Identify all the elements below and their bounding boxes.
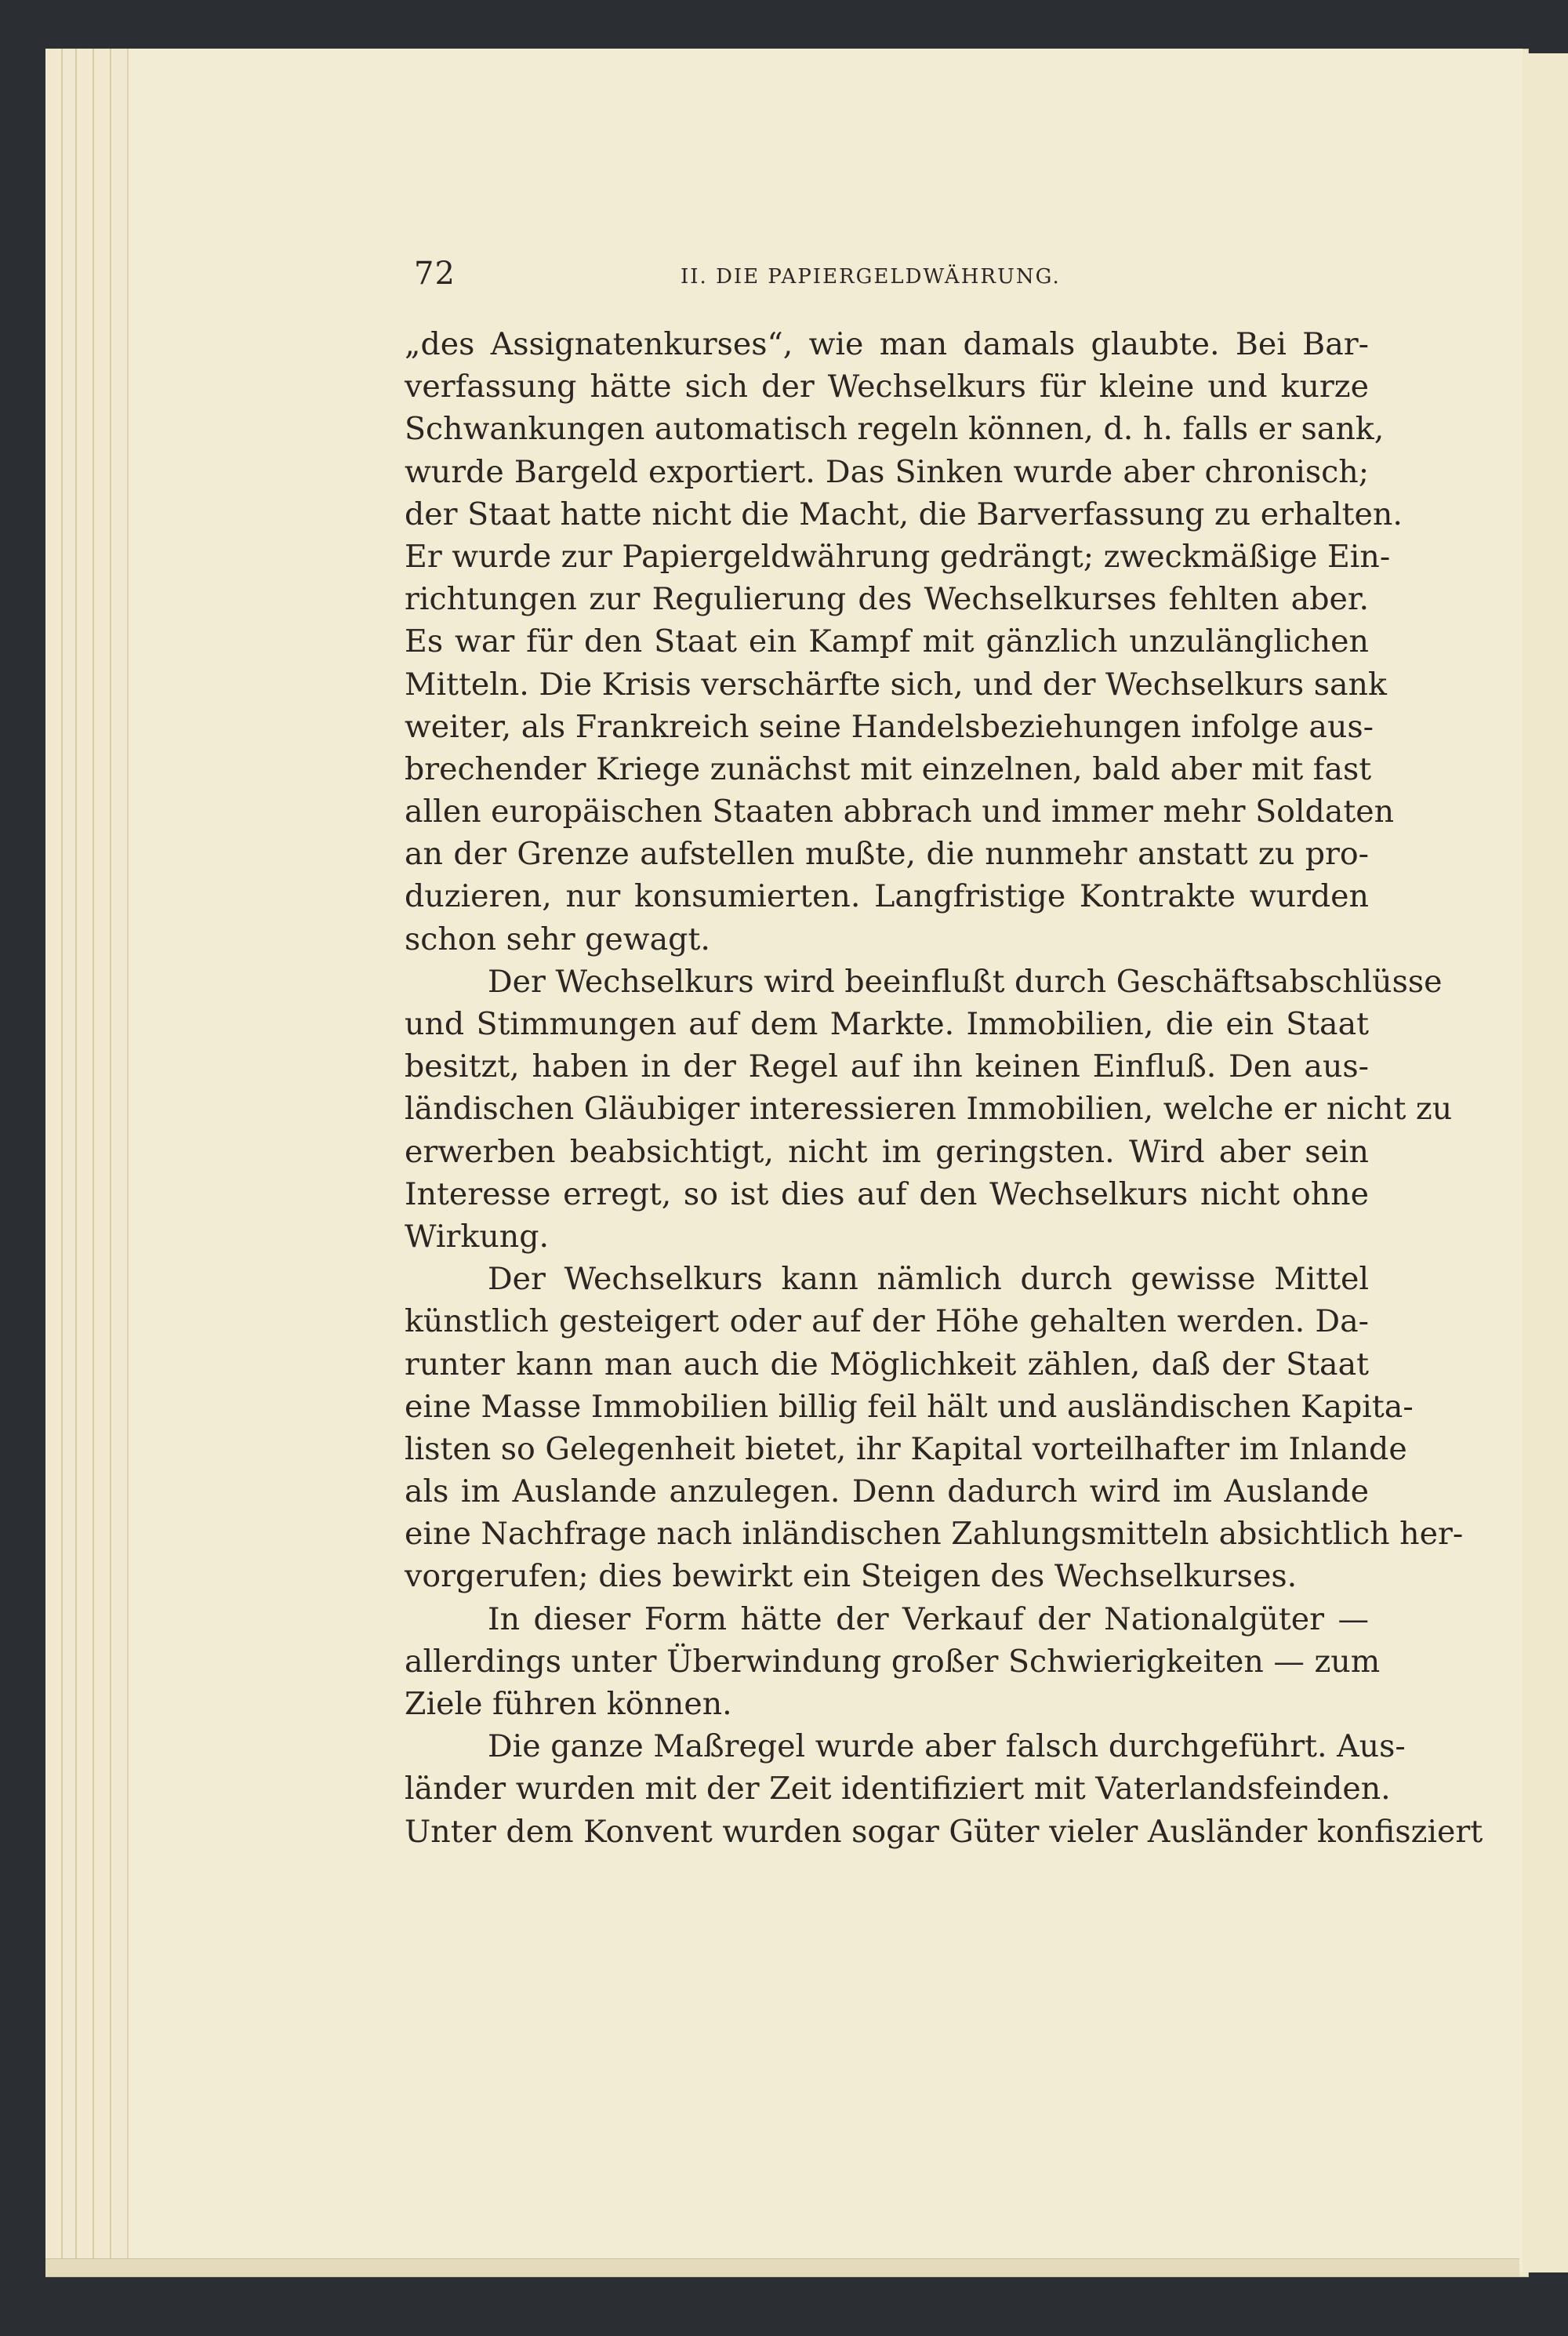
text-line: Es war für den Staat ein Kampf mit gänzlich unzulänglichen [405, 623, 1369, 660]
text-line: der Staat hatte nicht die Macht, die Barverfassung zu erhalten. [405, 496, 1403, 532]
running-head: II. DIE PAPIERGELDWÄHRUNG. [681, 265, 1061, 289]
text-line: Unter dem Konvent wurden sogar Güter vieler Ausländer konfisziert [405, 1813, 1483, 1850]
text-line: Interesse erregt, so ist dies auf den Wechselkurs nicht ohne [405, 1175, 1369, 1212]
text-line: eine Masse Immobilien billig feil hält und ausländischen Kapita- [405, 1388, 1414, 1425]
text-line: länder wurden mit der Zeit identifiziert mit Vaterlandsfeinden. [405, 1771, 1391, 1807]
text-line: allen europäischen Staaten abbrach und immer mehr Soldaten [405, 794, 1395, 830]
facing-page-edge [1518, 53, 1568, 2272]
page-number: 72 [414, 256, 456, 292]
text-line: schon sehr gewagt. [405, 921, 710, 957]
text-line: verfassung hätte sich der Wechselkurs für kleine und kurze [405, 369, 1369, 405]
text-line: Schwankungen automatisch regeln können, d. h. falls er sank, [405, 411, 1385, 448]
text-line: runter kann man auch die Möglichkeit zählen, daß der Staat [405, 1346, 1369, 1382]
text-line: wurde Bargeld exportiert. Das Sinken wurde aber chronisch; [405, 453, 1369, 490]
text-line: richtungen zur Regulierung des Wechselkurses fehlten aber. [405, 581, 1369, 618]
page-header [414, 256, 1372, 295]
text-line: allerdings unter Überwindung großer Schwierigkeiten — zum [405, 1643, 1381, 1680]
text-line: Mitteln. Die Krisis verschärfte sich, und der Wechselkurs sank [405, 666, 1387, 703]
text-line: brechender Kriege zunächst mit einzelnen, bald aber mit fast [405, 750, 1372, 787]
text-line: eine Nachfrage nach inländischen Zahlungsmitteln absichtlich her- [405, 1516, 1464, 1553]
text-line: Der Wechselkurs wird beeinflußt durch Geschäftsabschlüsse [488, 963, 1443, 1000]
text-line: Wirkung. [405, 1218, 550, 1255]
page-edge-line [110, 49, 111, 2276]
text-line: duzieren, nur konsumierten. Langfristige Kontrakte wurden [405, 878, 1369, 915]
text-line: weiter, als Frankreich seine Handelsbeziehungen infolge aus- [405, 708, 1374, 745]
text-line: besitzt, haben in der Regel auf ihn keinen Einfluß. Den aus- [405, 1048, 1369, 1085]
text-line: Er wurde zur Papiergeldwährung gedrängt; zweckmäßige Ein- [405, 538, 1391, 575]
text-line: ländischen Gläubiger interessieren Immobilien, welche er nicht zu [405, 1091, 1453, 1128]
page-edge-line [93, 49, 94, 2276]
text-line: Die ganze Maßregel wurde aber falsch durchgeführt. Aus- [488, 1728, 1406, 1765]
text-line: listen so Gelegenheit bietet, ihr Kapital vorteilhafter im Inlande [405, 1430, 1407, 1467]
page-edge-line [75, 49, 77, 2276]
text-line: erwerben beabsichtigt, nicht im geringsten. Wird aber sein [405, 1133, 1369, 1170]
text-line: „des Assignatenkurses“, wie man damals glaubte. Bei Bar- [405, 326, 1369, 362]
text-line: Der Wechselkurs kann nämlich durch gewisse Mittel [488, 1261, 1369, 1298]
page-edge-line [61, 49, 63, 2276]
text-line: an der Grenze aufstellen mußte, die nunmehr anstatt zu pro- [405, 836, 1369, 873]
page-edges [45, 49, 132, 2276]
text-line: vorgerufen; dies bewirkt ein Steigen des Wechselkurses. [405, 1558, 1298, 1595]
text-line: Ziele führen können. [405, 1686, 732, 1722]
text-line: künstlich gesteigert oder auf der Höhe gehalten werden. Da- [405, 1303, 1369, 1340]
body-text [405, 323, 1483, 1853]
text-line: und Stimmungen auf dem Markte. Immobilien, die ein Staat [405, 1006, 1369, 1042]
text-line: In dieser Form hätte der Verkauf der Nationalgüter — [488, 1600, 1369, 1637]
page-bottom-edge [45, 2258, 1519, 2276]
text-line: als im Auslande anzulegen. Denn dadurch wird im Auslande [405, 1473, 1369, 1510]
